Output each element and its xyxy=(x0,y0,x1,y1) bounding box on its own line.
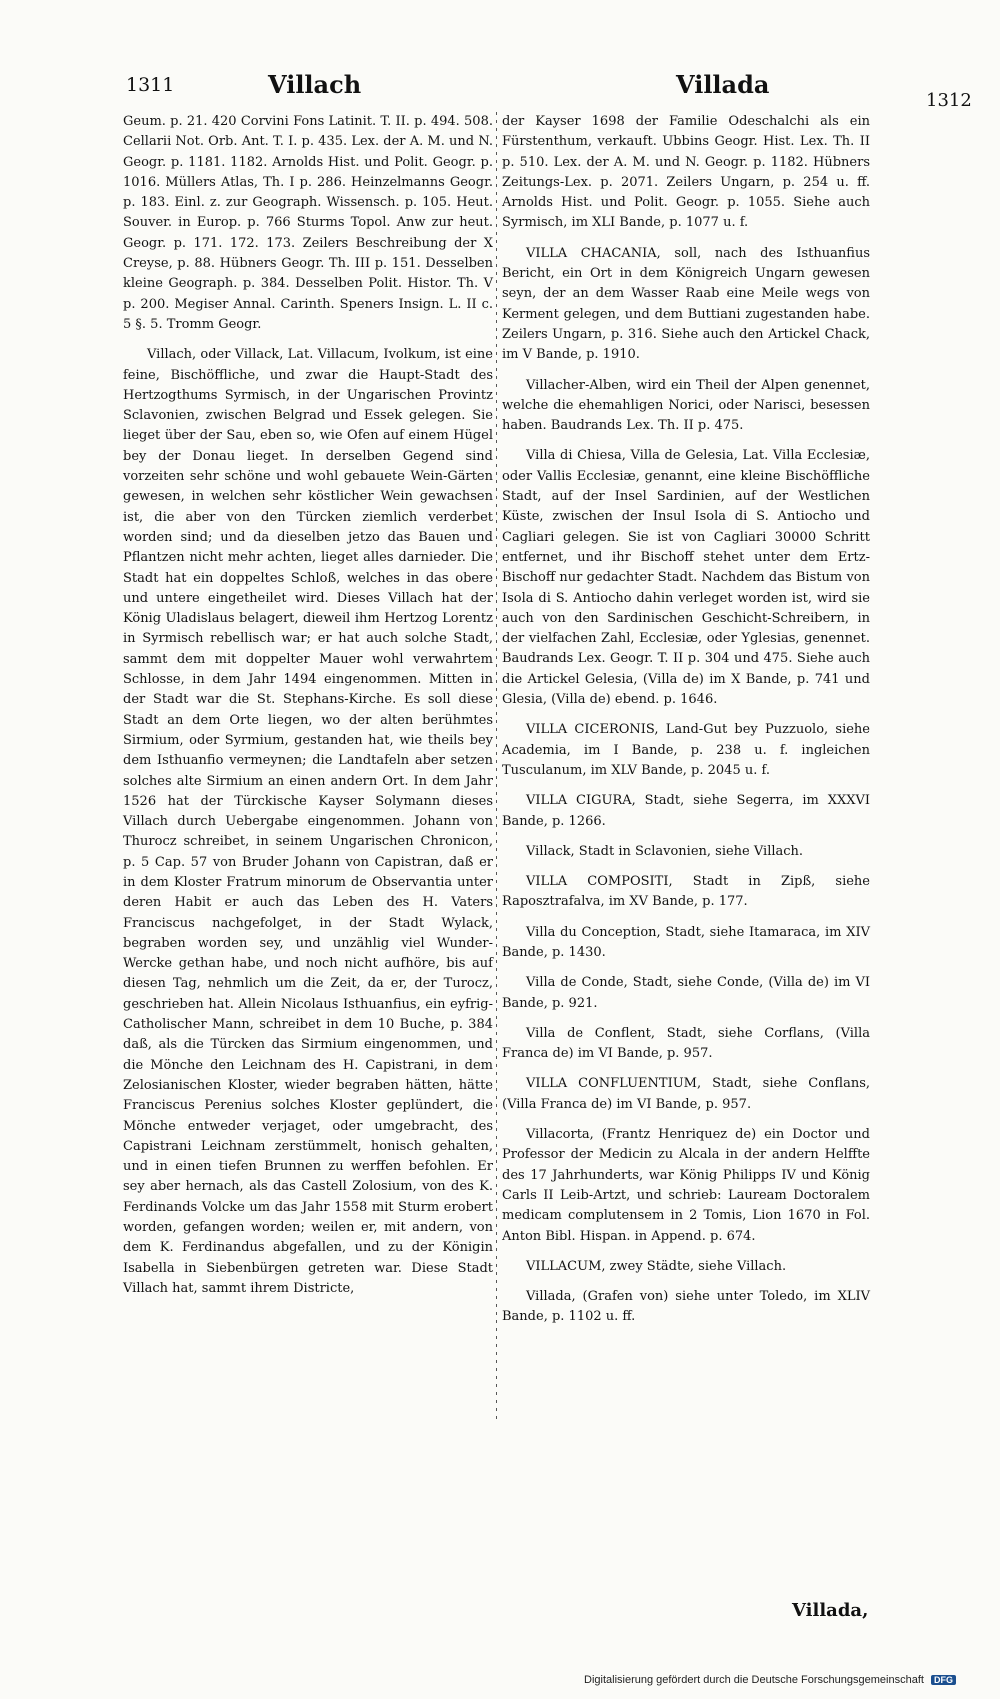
entry-villa-chacania: VILLA CHACANIA, soll, nach des Isthuanfius Bericht, ein Ort in dem Königreich Ungarn gewesen seyn, der an dem Wasser Raab eine Meile wegs von Kerment gelegen, und dem Buttiani zugestanden habe. Zeilers Ungarn, p. 316. Siehe auch den Artickel Chack, im V Bande, p. 1910. xyxy=(502,245,870,363)
entry-villacum: VILLACUM, zwey Städte, siehe Villach. xyxy=(526,1258,787,1274)
left-paragraph-villach: Villach, oder Villack, Lat. Villacum, Ivolkum, ist eine feine, Bischöffliche, und zwar die Haupt-Stadt des Hertzogthums Syrmisch, in der Ungarischen Provintz Sclavonien, zwischen Belgrad und Essek gelegen. Sie lieget über der Sau, eben so, wie Ofen auf einem Hügel bey der Donau lieget. In derselben Gegend sind vorzeiten sehr schöne und wohl gebauete Wein-Gärten gewesen, in welchen sehr köstlicher Wein gewachsen ist, die aber von den Türcken ziemlich verderbet worden sind; und da dieselben jetzo das Bauen und Pflantzen nicht mehr achten, lieget alles darnieder. Die Stadt hat ein doppeltes Schloß, welches in das obere und untere eingetheilet wird. Dieses Villach hat der König Uladislaus belagert, dieweil ihm Hertzog Lorentz in Syrmisch rebellisch war; er hat auch solche Stadt, sammt dem mit doppelter Mauer wohl verwahrtem Schlosse, in dem Jahr 1494 eingenommen. Mitten in der Stadt war die St. Stephans-Kirche. Es soll diese Stadt an dem Orte liegen, wo der alten berühmtes Sirmium, oder Syrmium, gestanden hat, wie theils bey dem Isthuanfio vermeynen; die Landtafeln aber setzen solches alte Sirmium an einen andern Ort. In dem Jahr 1526 hat der Türckische Kayser Solymann dieses Villach durch Uebergabe eingenommen. Johann von Thurocz schreibet, in seinem Ungarischen Chronicon, p. 5 Cap. 57 von Bruder Johann von Capistran, daß er in dem Kloster Fratrum minorum de Observantia unter deren Habit er auch das Leben des H. Vaters Franciscus nachgefolget, in der Stadt Wylack, begraben worden sey, und unzählig viel Wunder-Wercke gethan habe, und noch nicht aufhöre, bis auf diesen Tag, nehmlich um die Zeit, da er, der Turocz, geschrieben hat. Allein Nicolaus Isthuanfius, ein eyfrig-Catholischer Mann, schreibet in dem 10 Buche, p. 384 daß, als die Türcken das Sirmium eingenommen, und die Mönche den Leichnam des H. Capistrani, in dem Zelosianischen Kloster, wieder begraben hätten, hätte Franciscus Perenius solches Kloster geplündert, die Mönche entweder verjaget, oder umgebracht, des Capistrani Leichnam zerstümmelt, honisch gehalten, und in einen tiefen Brunnen zu werffen befohlen. Er sey aber hernach, als das Castell Zolosium, von des K. Ferdinands Volcke um das Jahr 1558 mit Sturm erobert worden, gefangen worden; weilen er, mit andern, von dem K. Ferdinandus abgefallen, und zu der Königin Isabella in Siebenbürgen getreten war. Diese Stadt Villach hat, sammt ihrem Districte, xyxy=(123,347,493,1296)
entry-villa-du-conception: Villa du Conception, Stadt, siehe Itamaraca, im XIV Bande, p. 1430. xyxy=(502,924,870,960)
entry-villacorta: Villacorta, (Frantz Henriquez de) ein Doctor und Professor der Medicin zu Alcala in der andern Helffte des 17 Jahrhunderts, war König Philipps IV und König Carls II Leib-Artzt, und schrieb: Lauream Doctoralem medicam complutensem in 2 Tomis, Lion 1670 in Fol. Anton Bibl. Hispan. in Append. p. 674. xyxy=(502,1127,870,1244)
entry-villack: Villack, Stadt in Sclavonien, siehe Villach. xyxy=(526,843,804,859)
entry-villada: Villada, (Grafen von) siehe unter Toledo, im XLIV Bande, p. 1102 u. ff. xyxy=(502,1289,870,1325)
dfg-logo: DFG xyxy=(931,1675,956,1685)
right-column xyxy=(502,112,870,1328)
column-divider xyxy=(496,112,497,1422)
digitization-footer xyxy=(584,1674,956,1686)
left-paragraph-references: Geum. p. 21. 420 Corvini Fons Latinit. T. II. p. 494. 508. Cellarii Not. Orb. Ant. T. I. p. 435. Lex. der A. M. und N. Geogr. p. 1181. 1182. Arnolds Hist. und Polit. Geogr. p. 1016. Müllers Atlas, Th. I p. 286. Heinzelmanns Geogr. p. 183. Einl. z. zur Geograph. Wissensch. p. 105. Heut. Souver. in Europ. p. 766 Sturms Topol. Anw zur heut. Geogr. p. 171. 172. 173. Zeilers Beschreibung der X Creyse, p. 88. Hübners Geogr. Th. III p. 151. Desselben kleine Geograph. p. 384. Desselben Polit. Histor. Th. V p. 200. Megiser Annal. Carinth. Speners Insign. L. II c. 5 §. 5. Tromm Geogr. xyxy=(123,114,493,332)
entry-villa-cigura: VILLA CIGURA, Stadt, siehe Segerra, im XXXVI Bande, p. 1266. xyxy=(502,793,870,829)
entry-villa-confluentium: VILLA CONFLUENTIUM, Stadt, siehe Conflans, (Villa Franca de) im VI Bande, p. 957. xyxy=(502,1076,870,1112)
entry-villacher-alben: Villacher-Alben, wird ein Theil der Alpen genennet, welche die ehemahligen Norici, oder Narisci, besessen haben. Baudrands Lex. Th. II p. 475. xyxy=(502,377,870,434)
right-running-head: Villada xyxy=(676,70,770,99)
catchword: Villada, xyxy=(792,1600,869,1621)
entry-villa-compositi: VILLA COMPOSITI, Stadt in Zipß, siehe Raposztrafalva, im XV Bande, p. 177. xyxy=(502,874,870,910)
right-page-number: 1312 xyxy=(926,90,972,111)
right-paragraph-continuation: der Kayser 1698 der Familie Odeschalchi als ein Fürstenthum, verkauft. Ubbins Geogr. Hist. Lex. Th. II p. 510. Lex. der A. M. und N. Geogr. p. 1182. Hübners Zeitungs-Lex. p. 2071. Zeilers Ungarn, p. 254 u. ff. Arnolds Hist. und Polit. Geogr. p. 1055. Siehe auch Syrmisch, im XLI Bande, p. 1077 u. f. xyxy=(502,114,870,231)
entry-villa-de-conde: Villa de Conde, Stadt, siehe Conde, (Villa de) im VI Bande, p. 921. xyxy=(502,975,870,1011)
left-column xyxy=(123,112,493,1299)
left-running-head: Villach xyxy=(268,70,362,99)
left-page-number: 1311 xyxy=(126,74,175,96)
footer-text: Digitalisierung gefördert durch die Deutsche Forschungsgemeinschaft xyxy=(584,1674,924,1686)
entry-villa-di-chiesa: Villa di Chiesa, Villa de Gelesia, Lat. Villa Ecclesiæ, oder Vallis Ecclesiæ, genannt, eine kleine Bischöffliche Stadt, auf der Insel Sardinien, auf der Westlichen Küste, zwischen der Insul Isola di S. Antiocho und Cagliari gelegen. Sie ist von Cagliari 30000 Schritt entfernet, und ihr Bischoff stehet unter dem Ertz-Bischoff nur gedachter Stadt. Nachdem das Bistum von Isola di S. Antiocho dahin verleget worden ist, wird sie auch von den Sardinischen Geschicht-Schreibern, in der vielfachen Zahl, Ecclesiæ, oder Yglesias, genennet. Baudrands Lex. Geogr. T. II p. 304 und 475. Siehe auch die Artickel Gelesia, (Villa de) im X Bande, p. 741 und Glesia, (Villa de) ebend. p. 1646. xyxy=(502,448,870,708)
entry-villa-ciceronis: VILLA CICERONIS, Land-Gut bey Puzzuolo, siehe Academia, im I Bande, p. 238 u. f. ingleichen Tusculanum, im XLV Bande, p. 2045 u. f. xyxy=(502,722,870,778)
entry-villa-de-conflent: Villa de Conflent, Stadt, siehe Corflans, (Villa Franca de) im VI Bande, p. 957. xyxy=(502,1025,870,1062)
